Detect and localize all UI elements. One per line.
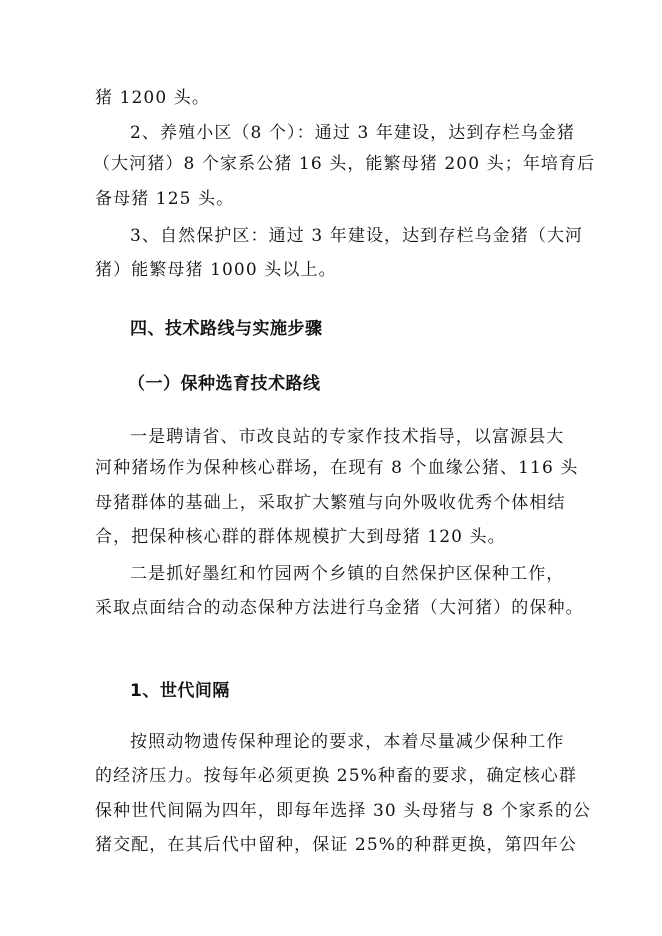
text-line: 备母猪 125 头。 (95, 189, 235, 209)
text-line: 合，把保种核心群的群体规模扩大到母猪 120 头。 (95, 527, 506, 547)
text-line: 2、养殖小区（8 个）：通过 3 年建设，达到存栏乌金猪 (130, 123, 575, 143)
text-line: 二是抓好墨红和竹园两个乡镇的自然保护区保种工作， (130, 564, 565, 584)
text-line: 猪交配，在其后代中留种，保证 25%的种群更换，第四年公 (95, 835, 577, 855)
text-line: 一是聘请省、市改良站的专家作技术指导，以富源县大 (130, 427, 565, 447)
subsection-heading: （一）保种选育技术路线 (128, 374, 321, 394)
text-line: 采取点面结合的动态保种方法进行乌金猪（大河猪）的保种。 (95, 598, 584, 618)
numbered-heading: 1、世代间隔 (130, 681, 230, 701)
text-line: （大河猪）8 个家系公猪 16 头，能繁母猪 200 头；年培育后 (93, 154, 596, 174)
text-line: 3、自然保护区：通过 3 年建设，达到存栏乌金猪（大河 (130, 226, 584, 246)
text-line: 河种猪场作为保种核心群场，在现有 8 个血缘公猪、116 头 (95, 458, 579, 478)
section-heading: 四、技术路线与实施步骤 (130, 319, 323, 339)
text-line: 保种世代间隔为四年，即每年选择 30 头母猪与 8 个家系的公 (95, 801, 592, 821)
text-line: 猪 1200 头。 (95, 88, 210, 108)
text-line: 的经济压力。按每年必须更换 25%种畜的要求，确定核心群 (95, 766, 577, 786)
text-line: 按照动物遗传保种理论的要求，本着尽量减少保种工作 (130, 732, 565, 752)
text-line: 猪）能繁母猪 1000 头以上。 (95, 260, 337, 280)
text-line: 母猪群体的基础上，采取扩大繁殖与向外吸收优秀个体相结 (95, 493, 566, 513)
